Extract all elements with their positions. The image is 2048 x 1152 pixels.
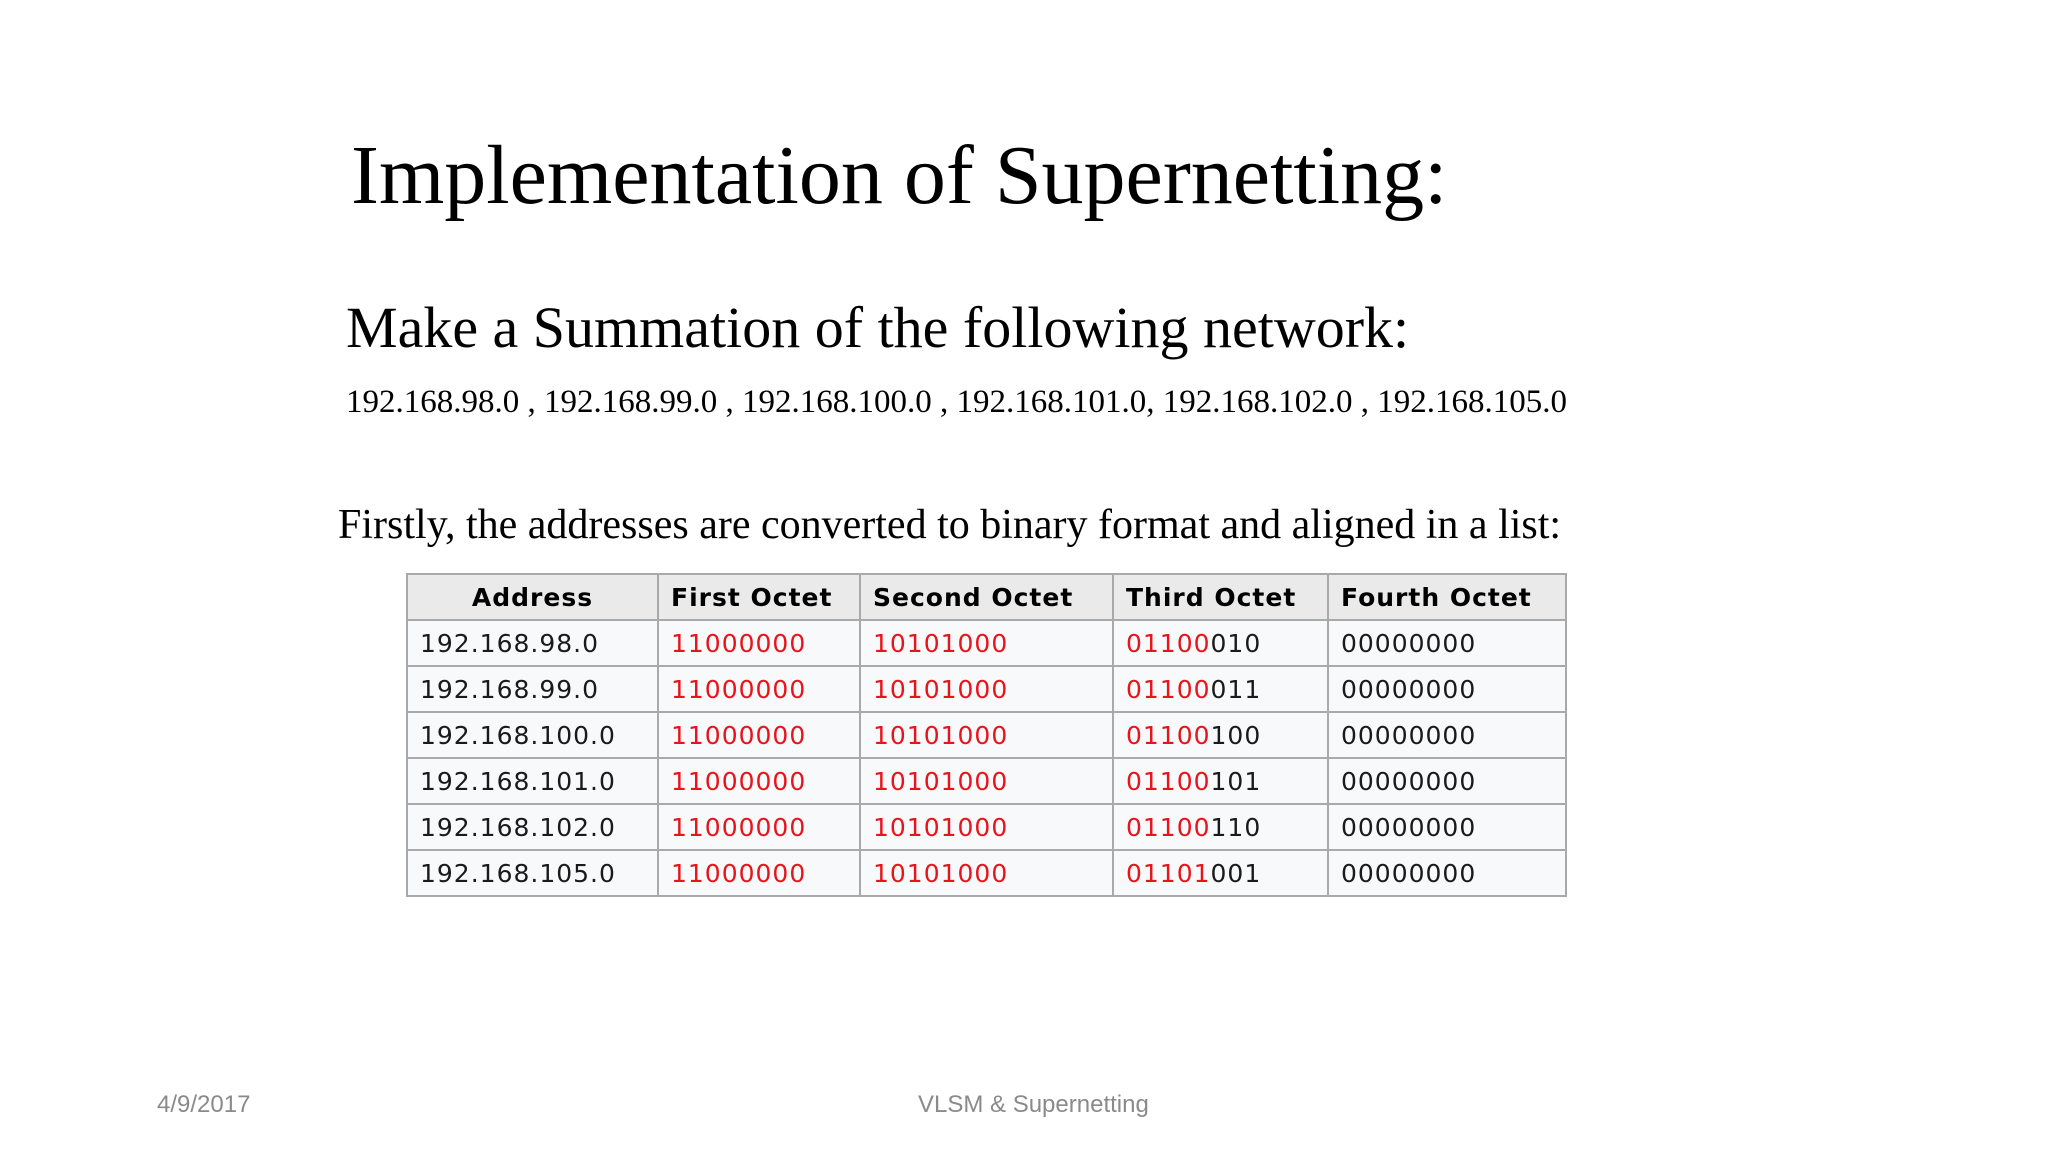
header-fourth-octet: Fourth Octet (1328, 574, 1566, 620)
second-octet-cell: 10101000 (860, 620, 1113, 666)
address-cell: 192.168.101.0 (407, 758, 658, 804)
second-octet-cell: 10101000 (860, 758, 1113, 804)
third-octet-diff-bits: 001 (1210, 858, 1262, 888)
third-octet-cell (1113, 804, 1328, 850)
header-address: Address (407, 574, 658, 620)
fourth-octet-cell: 00000000 (1328, 620, 1566, 666)
network-list: 192.168.98.0 , 192.168.99.0 , 192.168.100.0 , 192.168.101.0, 192.168.102.0 , 192.168.105.0 (346, 384, 1567, 420)
fourth-octet-cell: 00000000 (1328, 666, 1566, 712)
third-octet-common-bits: 01100 (1126, 720, 1211, 750)
fourth-octet-cell: 00000000 (1328, 850, 1566, 896)
third-octet-cell (1113, 850, 1328, 896)
slide-subtitle: Make a Summation of the following network: (346, 295, 1410, 360)
address-cell: 192.168.100.0 (407, 712, 658, 758)
first-octet-cell: 11000000 (658, 758, 860, 804)
fourth-octet-cell: 00000000 (1328, 758, 1566, 804)
second-octet-cell: 10101000 (860, 804, 1113, 850)
fourth-octet-cell: 00000000 (1328, 712, 1566, 758)
third-octet-diff-bits: 101 (1210, 766, 1262, 796)
table-row (407, 666, 1566, 712)
third-octet-common-bits: 01100 (1126, 812, 1211, 842)
footer-date: 4/9/2017 (157, 1091, 251, 1118)
fourth-octet-cell: 00000000 (1328, 804, 1566, 850)
address-cell: 192.168.102.0 (407, 804, 658, 850)
third-octet-diff-bits: 110 (1210, 812, 1262, 842)
address-cell: 192.168.105.0 (407, 850, 658, 896)
header-third-octet: Third Octet (1113, 574, 1328, 620)
table-row (407, 758, 1566, 804)
third-octet-common-bits: 01101 (1126, 858, 1211, 888)
table-header-row (407, 574, 1566, 620)
table-row (407, 712, 1566, 758)
third-octet-cell (1113, 666, 1328, 712)
footer-title: VLSM & Supernetting (918, 1091, 1149, 1118)
third-octet-diff-bits: 010 (1210, 628, 1262, 658)
second-octet-cell: 10101000 (860, 666, 1113, 712)
third-octet-common-bits: 01100 (1126, 674, 1211, 704)
third-octet-cell (1113, 620, 1328, 666)
binary-table (406, 573, 1567, 897)
table-row (407, 620, 1566, 666)
third-octet-cell (1113, 712, 1328, 758)
table-row (407, 804, 1566, 850)
intro-text: Firstly, the addresses are converted to binary format and aligned in a list: (338, 502, 1562, 548)
third-octet-diff-bits: 100 (1210, 720, 1262, 750)
first-octet-cell: 11000000 (658, 850, 860, 896)
third-octet-common-bits: 01100 (1126, 628, 1211, 658)
third-octet-common-bits: 01100 (1126, 766, 1211, 796)
slide-title: Implementation of Supernetting: (351, 129, 1448, 222)
third-octet-diff-bits: 011 (1210, 674, 1262, 704)
second-octet-cell: 10101000 (860, 850, 1113, 896)
first-octet-cell: 11000000 (658, 666, 860, 712)
first-octet-cell: 11000000 (658, 712, 860, 758)
first-octet-cell: 11000000 (658, 620, 860, 666)
second-octet-cell: 10101000 (860, 712, 1113, 758)
third-octet-cell (1113, 758, 1328, 804)
header-first-octet: First Octet (658, 574, 860, 620)
header-second-octet: Second Octet (860, 574, 1113, 620)
table-row (407, 850, 1566, 896)
address-cell: 192.168.99.0 (407, 666, 658, 712)
address-cell: 192.168.98.0 (407, 620, 658, 666)
first-octet-cell: 11000000 (658, 804, 860, 850)
binary-table-wrapper (406, 573, 1567, 897)
